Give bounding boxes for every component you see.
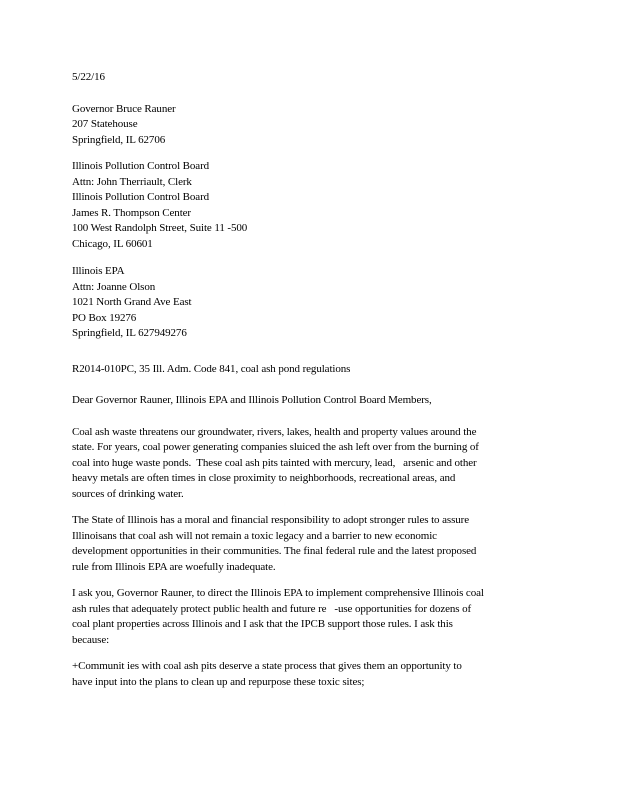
recipient-illinois-epa-address: Illinois EPA Attn: Joanne Olson 1021 North Grand Ave East PO Box 19276 Springfield, IL 627949276 [72, 265, 192, 339]
subject-line: R2014-010PC, 35 Ill. Adm. Code 841, coal ash pond regulations [72, 362, 351, 375]
paragraph-request-to-governor: I ask you, Governor Rauner, to direct the Illinois EPA to implement comprehensive Illinois coal ash rules that adequately protect public health and future re -use opportunities for dozens of coal plant properties across Illinois and I ask that the IPCB support those rules. I ask this because: [72, 587, 484, 646]
paragraph-state-responsibility: The State of Illinois has a moral and financial responsibility to adopt stronger rules to assure Illinoisans that coal ash will not remain a toxic legacy and a barrier to new economic development opportunities in their communities. The final federal rule and the latest proposed rule from Illinois EPA are woefully inadequate. [72, 514, 477, 573]
recipient-governor-address: Governor Bruce Rauner 207 Statehouse Springfield, IL 62706 [72, 102, 176, 146]
paragraph-coal-ash-threat: Coal ash waste threatens our groundwater, rivers, lakes, health and property values around the state. For years, coal power generating companies sluiced the ash left over from the burning of coal into huge waste ponds. These coal ash pits tainted with mercury, lead, arsenic and other heavy metals are often times in close proximity to neighborhoods, recreational areas, and sources of drinking water. [72, 425, 479, 500]
letter-date: 5/22/16 [72, 71, 105, 83]
paragraph-bullet-communities: +Communit ies with coal ash pits deserve a state process that gives them an opportunity to have input into the plans to clean up and repurpose these toxic sites; [72, 660, 462, 688]
recipient-pollution-control-board-address: Illinois Pollution Control Board Attn: John Therriault, Clerk Illinois Pollution Control Board James R. Thompson Center 100 West Randolph Street, Suite 11 -500 Chicago, IL 60601 [72, 160, 248, 250]
salutation: Dear Governor Rauner, Illinois EPA and Illinois Pollution Control Board Members, [72, 394, 432, 406]
